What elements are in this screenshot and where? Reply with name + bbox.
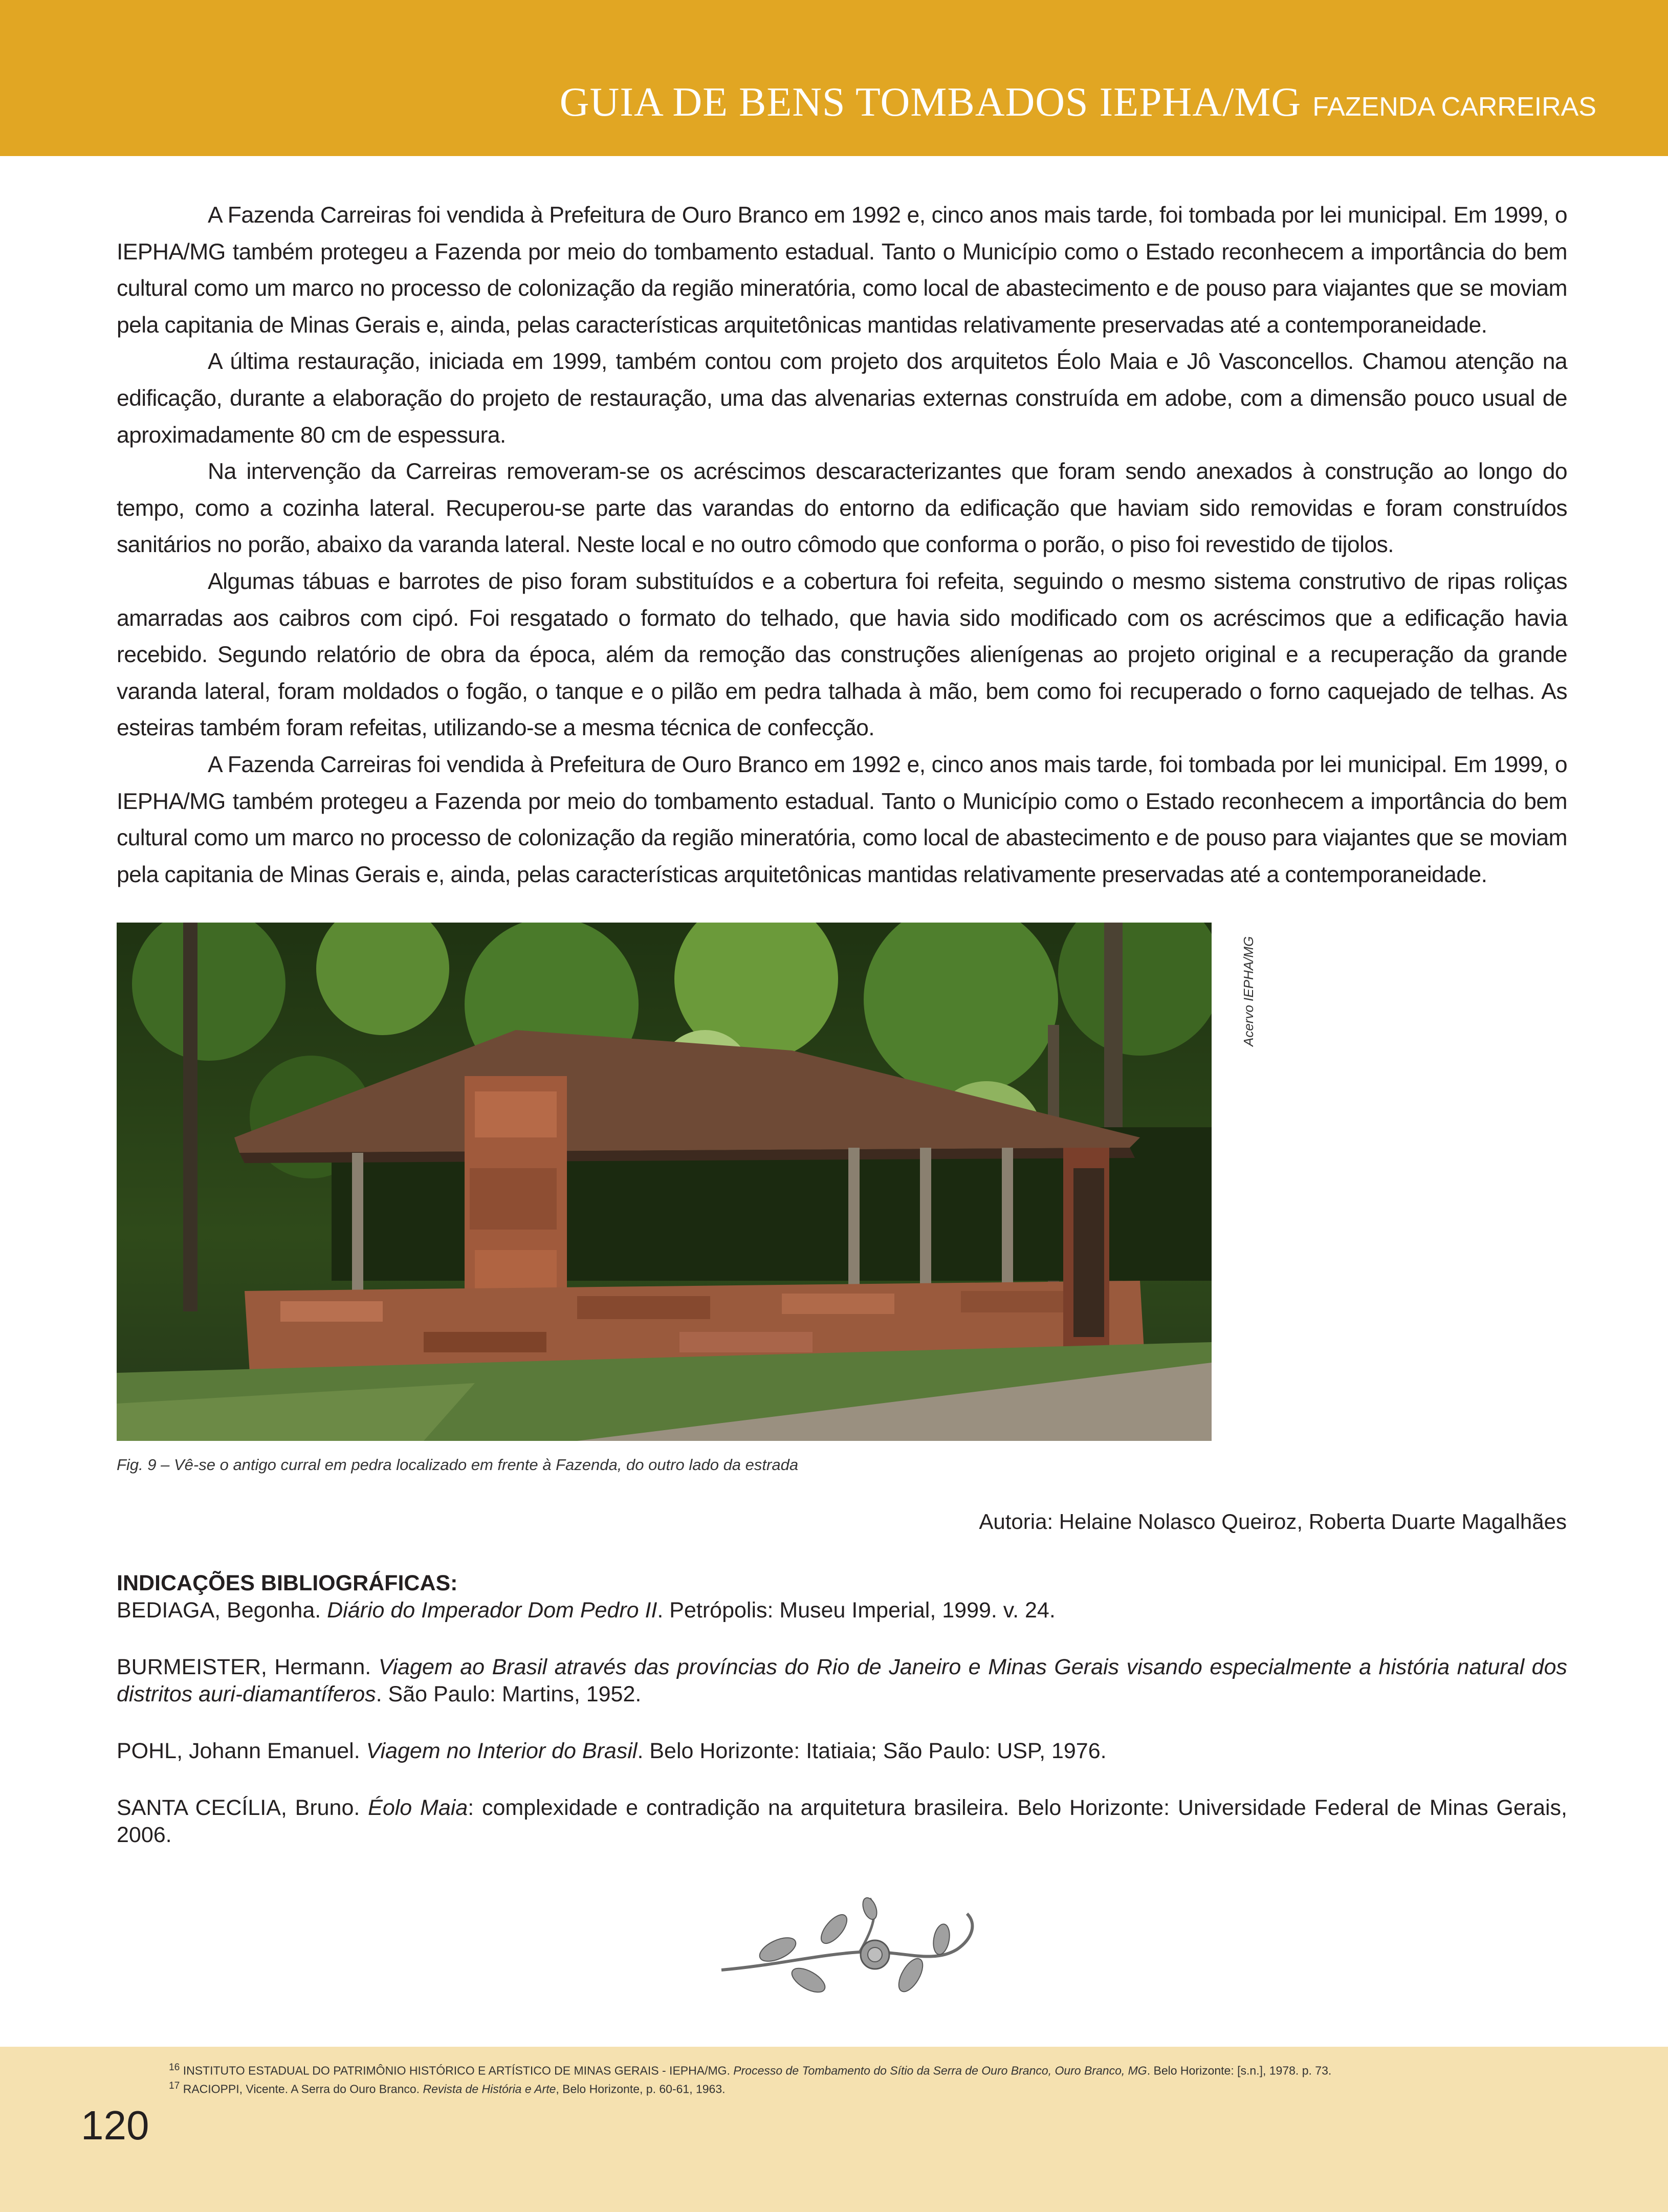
paragraph: Na intervenção da Carreiras removeram-se os acréscimos descaracterizantes que foram sendo anexados à construção ao longo do tempo, como a cozinha lateral. Recuperou-se parte das varandas do entorno da edificação que haviam sido removidas e foram construídos sanitários no porão, abaixo da varanda lateral. Neste local e no outro cômodo que conforma o porão, o piso foi revestido de tijolos.: [117, 459, 1567, 558]
paragraph: A Fazenda Carreiras foi vendida à Prefeitura de Ouro Branco em 1992 e, cinco anos mais tarde, foi tombada por lei municipal. Em 1999, o IEPHA/MG também protegeu a Fazenda por meio do tombamento estadual. Tanto o Município como o Estado reconhecem a importância do bem cultural como um marco no processo de colonização da região mineratória, como local de abastecimento e de pouso para viajantes que se moviam pela capitania de Minas Gerais e, ainda, pelas características arquitetônicas mantidas relativamente preservadas até a contemporaneidade.: [117, 752, 1567, 887]
header-band: [0, 0, 1668, 156]
paragraph: A última restauração, iniciada em 1999, também contou com projeto dos arquitetos Éolo Maia e Jô Vasconcellos. Chamou atenção na edificação, durante a elaboração do projeto de restauração, uma das alvenarias externas construída em adobe, com a dimensão pouco usual de aproximadamente 80 cm de espessura.: [117, 349, 1567, 448]
footnote: $^{16}$ INSTITUTO ESTADUAL DO PATRIMÔNIO HISTÓRICO E ARTÍSTICO DE MINAS GERAIS - IEPHA/MG. Processo de Tombamento do Sítio da Serra de Ouro Branco, Ouro Branco, MG. Belo Horizonte: [s.n.], 1978. p. 73.: [169, 2062, 1332, 2077]
publication-title: GUIA DE BENS TOMBADOS IEPHA/MG: [559, 80, 1302, 125]
authorship: Autoria: Helaine Nolasco Queiroz, Roberta Duarte Magalhães: [979, 1509, 1567, 1534]
bibliography-entry: BEDIAGA, Begonha. Diário do Imperador Dom Pedro II. Petrópolis: Museu Imperial, 1999. v. 24.: [117, 1598, 1056, 1623]
body-text: [117, 197, 1567, 893]
paragraph: Algumas tábuas e barrotes de piso foram substituídos e a cobertura foi refeita, seguindo o mesmo sistema construtivo de ripas roliças amarradas aos caibros com cipó. Foi resgatado o formato do telhado, que havia sido modificado com os acréscimos que a edificação havia recebido. Segundo relatório de obra da época, além da remoção das construções alienígenas ao projeto original e a recuperação da grande varanda lateral, foram moldados o fogão, o tanque e o pilão em pedra talhada à mão, bem como foi recuperado o forno caquejado de telhas. As esteiras também foram refeitas, utilizando-se a mesma técnica de confecção.: [117, 568, 1567, 741]
footnotes: [169, 2060, 1331, 2096]
rose-ornament-icon: [716, 1893, 1003, 2006]
section-title: FAZENDA CARREIRAS: [1312, 92, 1596, 122]
photo-stone-corral: [117, 923, 1212, 1441]
photo-credit: Acervo IEPHA/MG: [1241, 936, 1256, 1046]
bibliography-entry: SANTA CECÍLIA, Bruno. Éolo Maia: complexidade e contradição na arquitetura brasileira. Belo Horizonte: Universidade Federal de Minas Gerais, 2006.: [117, 1795, 1567, 1847]
paragraph: A Fazenda Carreiras foi vendida à Prefeitura de Ouro Branco em 1992 e, cinco anos mais tarde, foi tombada por lei municipal. Em 1999, o IEPHA/MG também protegeu a Fazenda por meio do tombamento estadual. Tanto o Município como o Estado reconhecem a importância do bem cultural como um marco no processo de colonização da região mineratória, como local de abastecimento e de pouso para viajantes que se moviam pela capitania de Minas Gerais e, ainda, pelas características arquitetônicas mantidas relativamente preservadas até a contemporaneidade.: [117, 203, 1567, 338]
bibliography-entry: POHL, Johann Emanuel. Viagem no Interior do Brasil. Belo Horizonte: Itatiaia; São Paulo: USP, 1976.: [117, 1739, 1107, 1763]
bibliography-heading: INDICAÇÕES BIBLIOGRÁFICAS:: [117, 1571, 458, 1595]
page-number: 120: [81, 2103, 149, 2148]
running-header: [560, 82, 1596, 123]
bibliography-entry: BURMEISTER, Hermann. Viagem ao Brasil através das províncias do Rio de Janeiro e Minas Gerais visando especialmente a história natural dos distritos auri-diamantíferos. São Paulo: Martins, 1952.: [117, 1655, 1567, 1706]
footnote: $^{17}$ RACIOPPI, Vicente. A Serra do Ouro Branco. Revista de História e Arte, Belo Horizonte, p. 60-61, 1963.: [169, 2080, 726, 2096]
figure-caption: Fig. 9 – Vê-se o antigo curral em pedra localizado em frente à Fazenda, do outro lado da estrada: [117, 1456, 799, 1474]
bibliography: [117, 1570, 1567, 1878]
